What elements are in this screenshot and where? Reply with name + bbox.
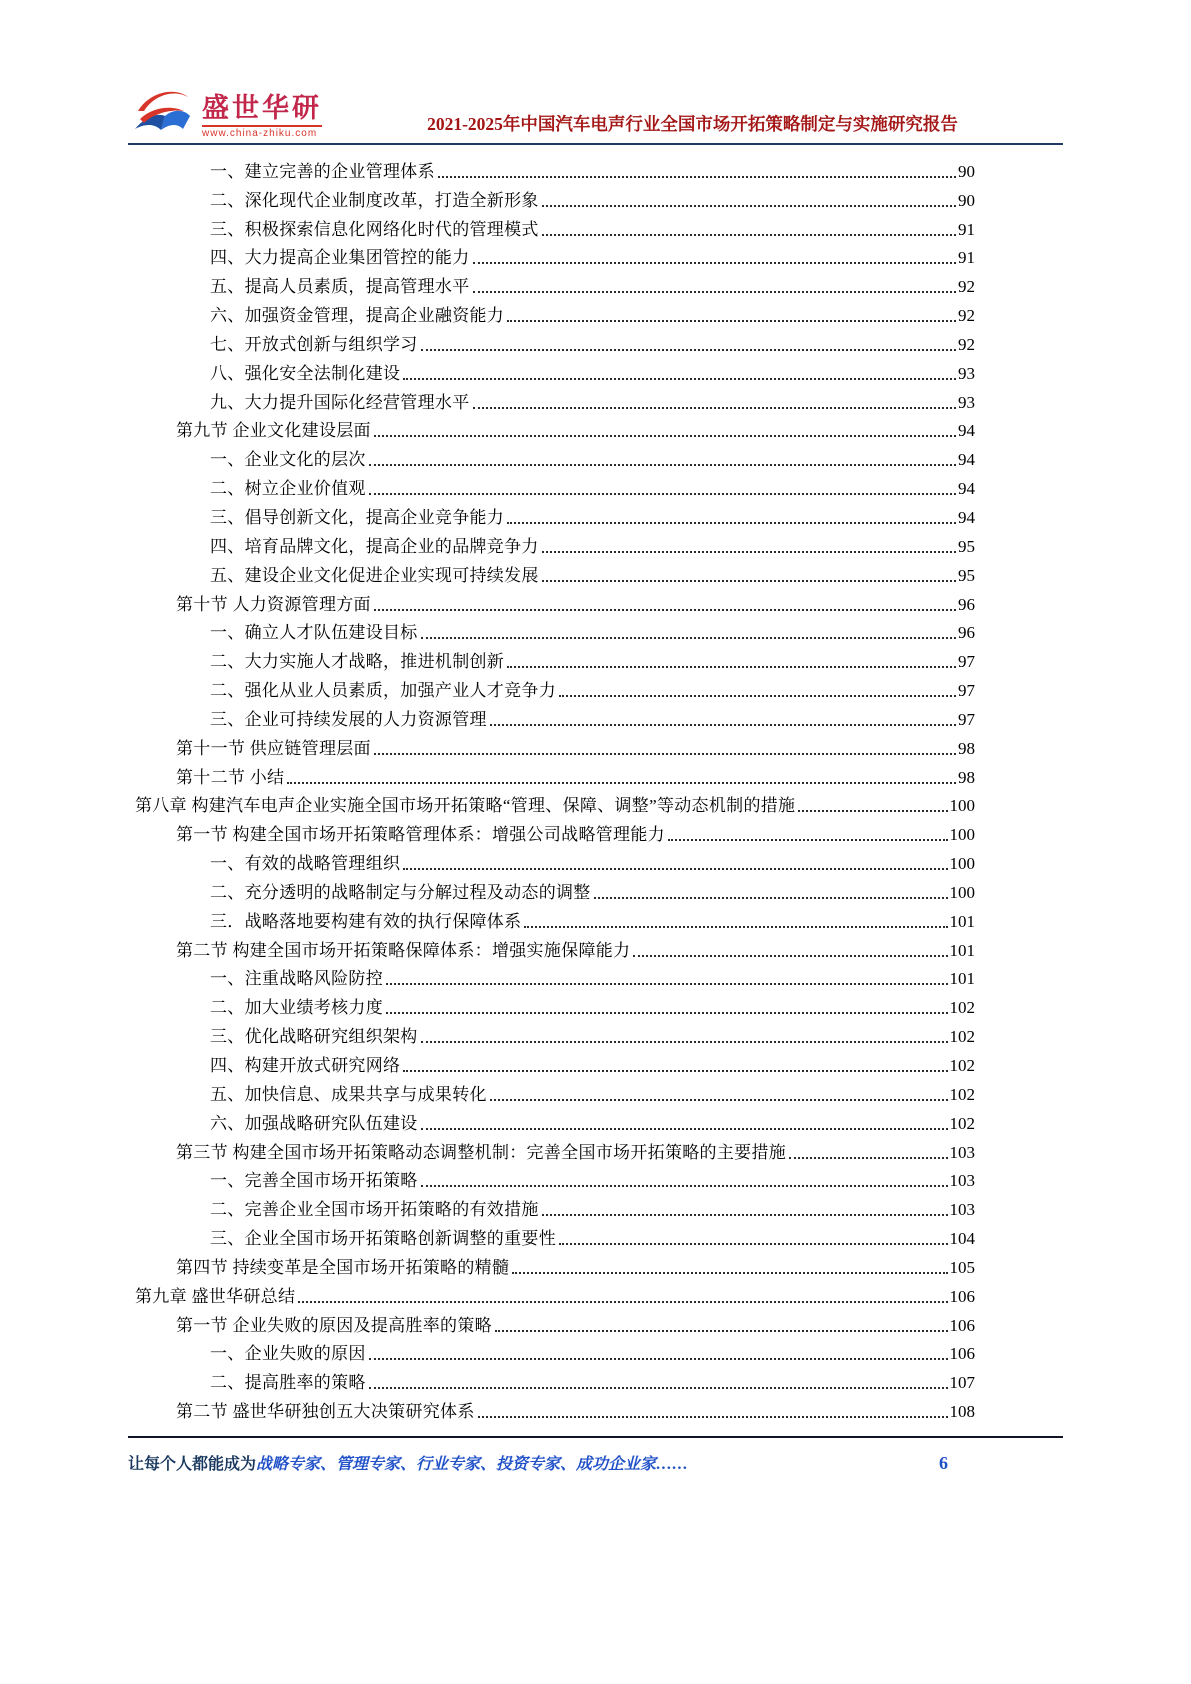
toc-entry-text: 三、积极探索信息化网络化时代的管理模式: [210, 219, 539, 239]
toc-dotted-leader: [287, 782, 956, 784]
toc-page-number: 97: [958, 709, 975, 729]
toc-entry-text: 第四节 持续变革是全国市场开拓策略的精髓: [176, 1257, 510, 1277]
brand-url: www.china-zhiku.com: [202, 128, 318, 139]
toc-dotted-leader: [369, 464, 956, 466]
toc-entry-text: 第十节 人力资源管理方面: [176, 594, 371, 614]
toc-entry-text: 四、构建开放式研究网络: [210, 1056, 401, 1075]
toc-page-number: 100: [949, 854, 975, 874]
toc-entry-text: 第二节 盛世华研独创五大决策研究体系: [176, 1402, 475, 1422]
report-title: 2021-2025年中国汽车电声行业全国市场开拓策略制定与实施研究报告: [427, 114, 958, 134]
toc-row: [128, 791, 1063, 820]
toc-page-number: 103: [949, 1200, 975, 1220]
toc-page-number: 100: [949, 796, 975, 816]
toc-dotted-leader: [507, 666, 956, 668]
toc-row: [128, 935, 1063, 964]
toc-row: [128, 675, 1063, 704]
toc-row: [128, 214, 1063, 243]
toc-dotted-leader: [403, 1070, 947, 1072]
toc-row: [128, 185, 1063, 214]
toc-entry-text: 二、大力实施人才战略，推进机制创新: [210, 652, 505, 672]
toc-page-number: 98: [958, 738, 975, 758]
toc-row: [128, 819, 1063, 848]
toc-dotted-leader: [542, 580, 956, 582]
toc-dotted-leader: [559, 1243, 948, 1245]
toc-dotted-leader: [473, 262, 957, 264]
toc-dotted-leader: [369, 493, 956, 495]
brand-logo: [128, 85, 322, 139]
toc-page-number: 91: [958, 248, 975, 268]
toc-row: [128, 1079, 1063, 1108]
toc-entry-text: 第二节 构建全国市场开拓策略保障体系：增强实施保障能力: [176, 940, 631, 960]
toc-entry-text: 三．战略落地要构建有效的执行保障体系: [210, 911, 522, 931]
toc-entry-text: 二、深化现代企业制度改革，打造全新形象: [210, 190, 539, 210]
toc-entry-text: 一、企业文化的层次: [210, 450, 366, 470]
toc-entry-text: 二、充分透明的战略制定与分解过程及动态的调整: [210, 882, 591, 902]
toc-page-number: 102: [949, 1113, 975, 1133]
toc-page-number: 102: [949, 1027, 975, 1047]
toc-page-number: 105: [949, 1257, 975, 1277]
toc-dotted-leader: [374, 435, 956, 437]
toc-dotted-leader: [594, 897, 948, 899]
toc-page-number: 107: [949, 1373, 975, 1393]
toc-dotted-leader: [421, 349, 956, 351]
page-header: [128, 0, 1063, 145]
toc-page-number: 92: [958, 306, 975, 326]
toc-page-number: 94: [958, 450, 975, 470]
toc-row: [128, 1281, 1063, 1310]
toc-row: [128, 1166, 1063, 1195]
toc-page-number: 97: [958, 681, 975, 701]
toc-dotted-leader: [495, 1330, 948, 1332]
footer-slogan: [128, 1451, 688, 1474]
slogan-prefix: 让每个人都能成为: [128, 1456, 257, 1473]
toc-page-number: 94: [958, 507, 975, 527]
toc-entry-text: 三、企业全国市场开拓策略创新调整的重要性: [210, 1229, 556, 1249]
toc-page-number: 90: [958, 161, 975, 181]
toc-dotted-leader: [369, 1358, 948, 1360]
toc-page-number: 102: [949, 1056, 975, 1075]
toc-row: [128, 964, 1063, 993]
toc-row: [128, 704, 1063, 733]
toc-entry-text: 第九节 企业文化建设层面: [176, 421, 371, 441]
toc-page-number: 98: [958, 767, 975, 787]
open-book-swoosh-icon: [128, 85, 194, 139]
toc-dotted-leader: [668, 839, 948, 841]
toc-page-number: 102: [949, 1084, 975, 1104]
toc-page-number: 101: [949, 911, 975, 931]
toc-row: [128, 560, 1063, 589]
toc-entry-text: 二、树立企业价值观: [210, 479, 366, 499]
toc-dotted-leader: [374, 753, 956, 755]
toc-dotted-leader: [374, 609, 956, 611]
toc-entry-text: 五、建设企业文化促进企业实现可持续发展: [210, 565, 539, 585]
toc-dotted-leader: [386, 983, 948, 985]
toc-row: [128, 502, 1063, 531]
toc-entry-text: 第一节 企业失败的原因及提高胜率的策略: [176, 1315, 492, 1335]
toc-page-number: 94: [958, 479, 975, 499]
toc-row: [128, 589, 1063, 618]
toc-page-number: 102: [949, 998, 975, 1018]
brand-divider: [202, 125, 322, 127]
toc-page-number: 103: [949, 1171, 975, 1191]
toc-page-number: 93: [958, 363, 975, 383]
toc-entry-text: 第三节 构建全国市场开拓策略动态调整机制：完善全国市场开拓策略的主要措施: [176, 1142, 787, 1162]
toc-entry-text: 第一节 构建全国市场开拓策略管理体系：增强公司战略管理能力: [176, 825, 665, 845]
toc-row: [128, 156, 1063, 185]
toc-page-number: 108: [949, 1402, 975, 1422]
toc-page-number: 103: [949, 1142, 975, 1162]
toc-entry-text: 三、优化战略研究组织架构: [210, 1027, 418, 1047]
toc-page-number: 92: [958, 334, 975, 354]
toc-entry-text: 一、确立人才队伍建设目标: [210, 623, 418, 643]
toc-row: [128, 1021, 1063, 1050]
toc-dotted-leader: [507, 320, 956, 322]
toc-entry-text: 二、加大业绩考核力度: [210, 998, 383, 1018]
toc-row: [128, 387, 1063, 416]
toc-page-number: 95: [958, 565, 975, 585]
toc-entry-text: 第八章 构建汽车电声企业实施全国市场开拓策略“管理、保障、调整”等动态机制的措施: [135, 796, 796, 816]
toc-row: [128, 1137, 1063, 1166]
toc-row: [128, 1108, 1063, 1137]
toc-row: [128, 358, 1063, 387]
toc-dotted-leader: [421, 637, 956, 639]
toc-dotted-leader: [524, 926, 947, 928]
toc-entry-text: 九、大力提升国际化经营管理水平: [210, 392, 470, 412]
brand-name: 盛世华研: [202, 93, 322, 123]
toc-row: [128, 473, 1063, 502]
toc-entry-text: 四、大力提高企业集团管控的能力: [210, 248, 470, 268]
toc-dotted-leader: [542, 551, 956, 553]
toc-page-number: 100: [949, 825, 975, 845]
toc-row: [128, 1223, 1063, 1252]
toc-row: [128, 271, 1063, 300]
toc-page-number: 106: [949, 1344, 975, 1364]
toc-entry-text: 二、提高胜率的策略: [210, 1373, 366, 1393]
toc-entry-text: 三、倡导创新文化，提高企业竞争能力: [210, 507, 505, 527]
toc-row: [128, 329, 1063, 358]
toc-page-number: 90: [958, 190, 975, 210]
toc-dotted-leader: [473, 291, 957, 293]
toc-page-number: 95: [958, 536, 975, 556]
toc-row: [128, 906, 1063, 935]
toc-dotted-leader: [798, 810, 947, 812]
toc-row: [128, 1367, 1063, 1396]
toc-dotted-leader: [512, 1272, 947, 1274]
toc-row: [128, 1194, 1063, 1223]
toc-row: [128, 1310, 1063, 1339]
toc-row: [128, 300, 1063, 329]
toc-page-number: 101: [949, 940, 975, 960]
toc-row: [128, 1396, 1063, 1425]
toc-page-number: 94: [958, 421, 975, 441]
page-footer: [128, 1436, 1063, 1474]
toc-page-number: 100: [949, 882, 975, 902]
toc-dotted-leader: [438, 176, 956, 178]
toc-entry-text: 一、建立完善的企业管理体系: [210, 161, 435, 181]
toc-dotted-leader: [478, 1416, 948, 1418]
toc-dotted-leader: [542, 234, 956, 236]
toc-dotted-leader: [542, 1214, 948, 1216]
toc-row: [128, 646, 1063, 675]
toc-dotted-leader: [559, 695, 956, 697]
toc-entry-text: 第十二节 小结: [176, 767, 285, 787]
toc-dotted-leader: [507, 522, 956, 524]
toc-entry-text: 一、企业失败的原因: [210, 1344, 366, 1364]
toc-entry-text: 三、企业可持续发展的人力资源管理: [210, 709, 487, 729]
toc-row: [128, 848, 1063, 877]
toc-entry-text: 五、提高人员素质，提高管理水平: [210, 277, 470, 297]
slogan-main: 战略专家、管理专家、行业专家、投资专家、成功企业家……: [256, 1456, 689, 1473]
toc-dotted-leader: [633, 955, 947, 957]
toc-row: [128, 416, 1063, 445]
brand-text-block: [202, 95, 322, 139]
toc-page-number: 96: [958, 623, 975, 643]
toc-row: [128, 618, 1063, 647]
toc-row: [128, 762, 1063, 791]
toc-entry-text: 四、培育品牌文化，提高企业的品牌竞争力: [210, 536, 539, 556]
toc-dotted-leader: [421, 1041, 948, 1043]
toc-page-number: 91: [958, 219, 975, 239]
toc-row: [128, 1339, 1063, 1368]
toc-row: [128, 733, 1063, 762]
toc-page-number: 93: [958, 392, 975, 412]
toc-dotted-leader: [403, 868, 947, 870]
toc-dotted-leader: [542, 205, 956, 207]
toc-entry-text: 第十一节 供应链管理层面: [176, 738, 371, 758]
toc-entry-text: 五、加快信息、成果共享与成果转化: [210, 1084, 487, 1104]
toc-entry-text: 一、完善全国市场开拓策略: [210, 1171, 418, 1191]
toc-row: [128, 444, 1063, 473]
toc-row: [128, 1252, 1063, 1281]
toc-page-number: 101: [949, 969, 975, 989]
toc-dotted-leader: [403, 378, 956, 380]
table-of-contents: [128, 145, 1063, 1425]
toc-row: [128, 243, 1063, 272]
toc-dotted-leader: [421, 1128, 948, 1130]
toc-entry-text: 八、强化安全法制化建设: [210, 363, 401, 383]
toc-dotted-leader: [789, 1157, 947, 1159]
toc-entry-text: 第九章 盛世华研总结: [135, 1286, 296, 1306]
toc-entry-text: 一、注重战略风险防控: [210, 969, 383, 989]
toc-page-number: 106: [949, 1315, 975, 1335]
toc-entry-text: 七、开放式创新与组织学习: [210, 334, 418, 354]
page-number: 6: [939, 1453, 948, 1473]
toc-row: [128, 992, 1063, 1021]
toc-dotted-leader: [386, 1012, 948, 1014]
toc-dotted-leader: [421, 1185, 948, 1187]
toc-entry-text: 一、有效的战略管理组织: [210, 854, 401, 874]
toc-dotted-leader: [490, 1099, 948, 1101]
toc-entry-text: 二、完善企业全国市场开拓策略的有效措施: [210, 1200, 539, 1220]
toc-dotted-leader: [369, 1387, 948, 1389]
toc-dotted-leader: [490, 724, 956, 726]
toc-entry-text: 六、加强战略研究队伍建设: [210, 1113, 418, 1133]
toc-page-number: 104: [949, 1229, 975, 1249]
toc-row: [128, 1050, 1063, 1079]
toc-row: [128, 531, 1063, 560]
toc-page-number: 106: [949, 1286, 975, 1306]
toc-page-number: 97: [958, 652, 975, 672]
toc-page-number: 92: [958, 277, 975, 297]
toc-entry-text: 六、加强资金管理，提高企业融资能力: [210, 306, 505, 326]
toc-page-number: 96: [958, 594, 975, 614]
toc-row: [128, 877, 1063, 906]
toc-dotted-leader: [298, 1301, 947, 1303]
toc-entry-text: 二、强化从业人员素质，加强产业人才竞争力: [210, 681, 556, 701]
toc-dotted-leader: [473, 407, 957, 409]
